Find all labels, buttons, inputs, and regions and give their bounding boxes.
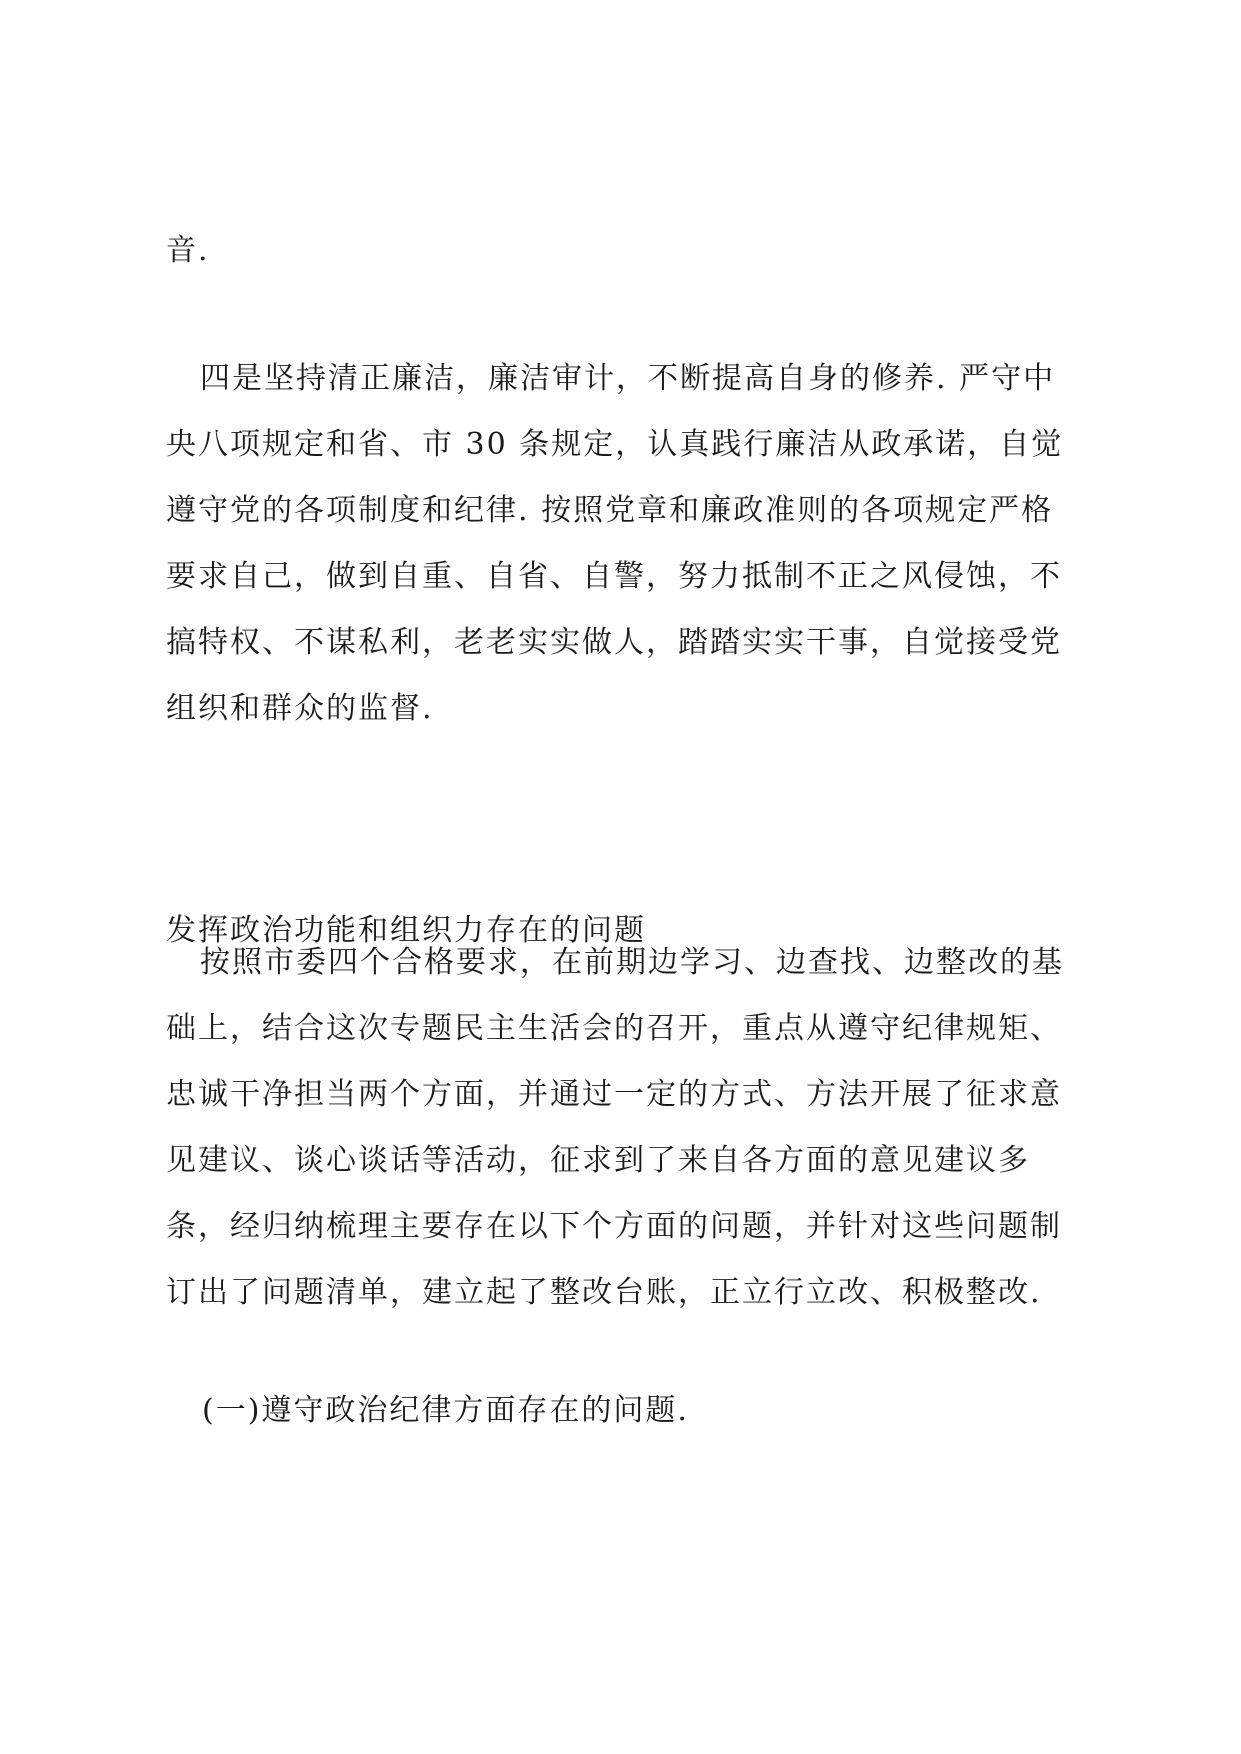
paragraph-four: [166, 346, 1096, 742]
text-line: 要求自己，做到自重、自省、自警，努力抵制不正之风侵蚀，不: [166, 559, 1062, 594]
text-line: 搞特权、不谋私利，老老实实做人，踏踏实实干事，自觉接受党: [166, 625, 1062, 660]
text-line: 忠诚干净担当两个方面，并通过一定的方式、方法开展了征求意: [166, 1077, 1062, 1112]
subheading-political-discipline: [166, 1378, 1096, 1444]
text-line: 条，经归纳梳理主要存在以下个方面的问题，并针对这些问题制: [166, 1209, 1062, 1244]
text-line: 组织和群众的监督.: [166, 691, 434, 726]
text-line: 见建议、谈心谈话等活动，征求到了来自各方面的意见建议多: [166, 1143, 1030, 1178]
text-line: 按照市委四个合格要求，在前期边学习、边查找、边整改的基: [200, 945, 1064, 980]
text-line: 础上，结合这次专题民主生活会的召开，重点从遵守纪律规矩、: [166, 1011, 1062, 1046]
text-line: 遵守党的各项制度和纪律. 按照党章和廉政准则的各项规定严格: [166, 493, 1054, 528]
text-line: 央八项规定和省、市 30 条规定，认真践行廉洁从政承诺，自觉: [166, 427, 1064, 462]
paragraph-fragment: [166, 218, 1096, 284]
section-heading-text: 发挥政治功能和组织力存在的问题: [166, 913, 646, 948]
text-line: 音.: [166, 233, 210, 268]
subheading-text: (一)遵守政治纪律方面存在的问题.: [202, 1393, 689, 1428]
text-line: 四是坚持清正廉洁，廉洁审计，不断提高自身的修养. 严守中: [200, 361, 1056, 396]
intro-paragraph: [166, 930, 1096, 1326]
text-line: 订出了问题清单，建立起了整改台账，正立行立改、积极整改.: [166, 1275, 1042, 1310]
